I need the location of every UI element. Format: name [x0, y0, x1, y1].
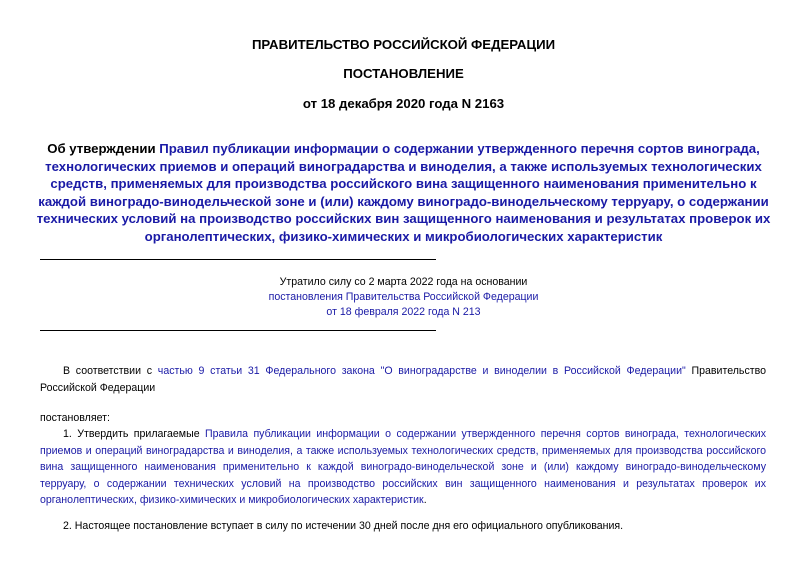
- document-date-number: от 18 декабря 2020 года N 2163: [302, 96, 505, 111]
- status-line-1: Утратило силу со 2 марта 2022 года на основании: [279, 276, 528, 288]
- item-1-suffix: .: [423, 494, 427, 506]
- federal-law-link[interactable]: частью 9 статьи 31 Федерального закона "О виноградарстве и виноделии в Российской Федерации": [157, 365, 686, 377]
- intro-prefix: В соответствии с: [63, 365, 158, 377]
- status-resolution-link[interactable]: постановления Правительства Российской Федерации: [268, 291, 539, 303]
- document-type: ПОСТАНОВЛЕНИЕ: [343, 66, 464, 81]
- divider-bottom: [40, 330, 436, 331]
- rules-link[interactable]: Правила публикации информации о содержании утвержденного перечня сортов винограда, технологических приемов и операций виноградарства и виноделия, а также используемых технологических средств, применяемых для производства российского вина защищенного наименования применительно к каждой виноградо-винодельческой зоне и (или) каждому виноградо-винодельческому терруару, о содержании технических условий на производство российских вин защищенного наименования и результатах проверок их органолептических, физико-химических и микробиологических характеристик: [40, 428, 767, 506]
- item-1-paragraph: [40, 426, 766, 509]
- resolves-text: постановляет:: [40, 412, 110, 424]
- title-rules-link[interactable]: Правил публикации информации о содержании утвержденного перечня сортов винограда, технологических приемов и операций виноградарства и виноделия, а также используемых технологических средств, применяемых для производства российского вина защищенного наименования применительно к каждой виноградо-винодельческой зоне и (или) каждому виноградо-винодельческому терруару, о содержании технических условий на производство российских вин защищенного наименования и результатах проверок их органолептических, физико-химических и микробиологических характеристик: [36, 141, 771, 244]
- intro-suffix: Правительство Российской Федерации: [40, 365, 766, 394]
- item-2-paragraph: 2. Настоящее постановление вступает в силу по истечении 30 дней после дня его официального опубликования.: [63, 520, 624, 532]
- divider-top: [40, 259, 436, 260]
- intro-paragraph: [40, 363, 766, 396]
- status-resolution-date-link[interactable]: от 18 февраля 2022 года N 213: [326, 306, 481, 318]
- item-1-prefix: 1. Утвердить прилагаемые: [63, 428, 206, 440]
- issuing-authority: ПРАВИТЕЛЬСТВО РОССИЙСКОЙ ФЕДЕРАЦИИ: [251, 37, 556, 52]
- title-prefix: Об утверждении: [47, 141, 160, 156]
- document-title: [30, 140, 777, 246]
